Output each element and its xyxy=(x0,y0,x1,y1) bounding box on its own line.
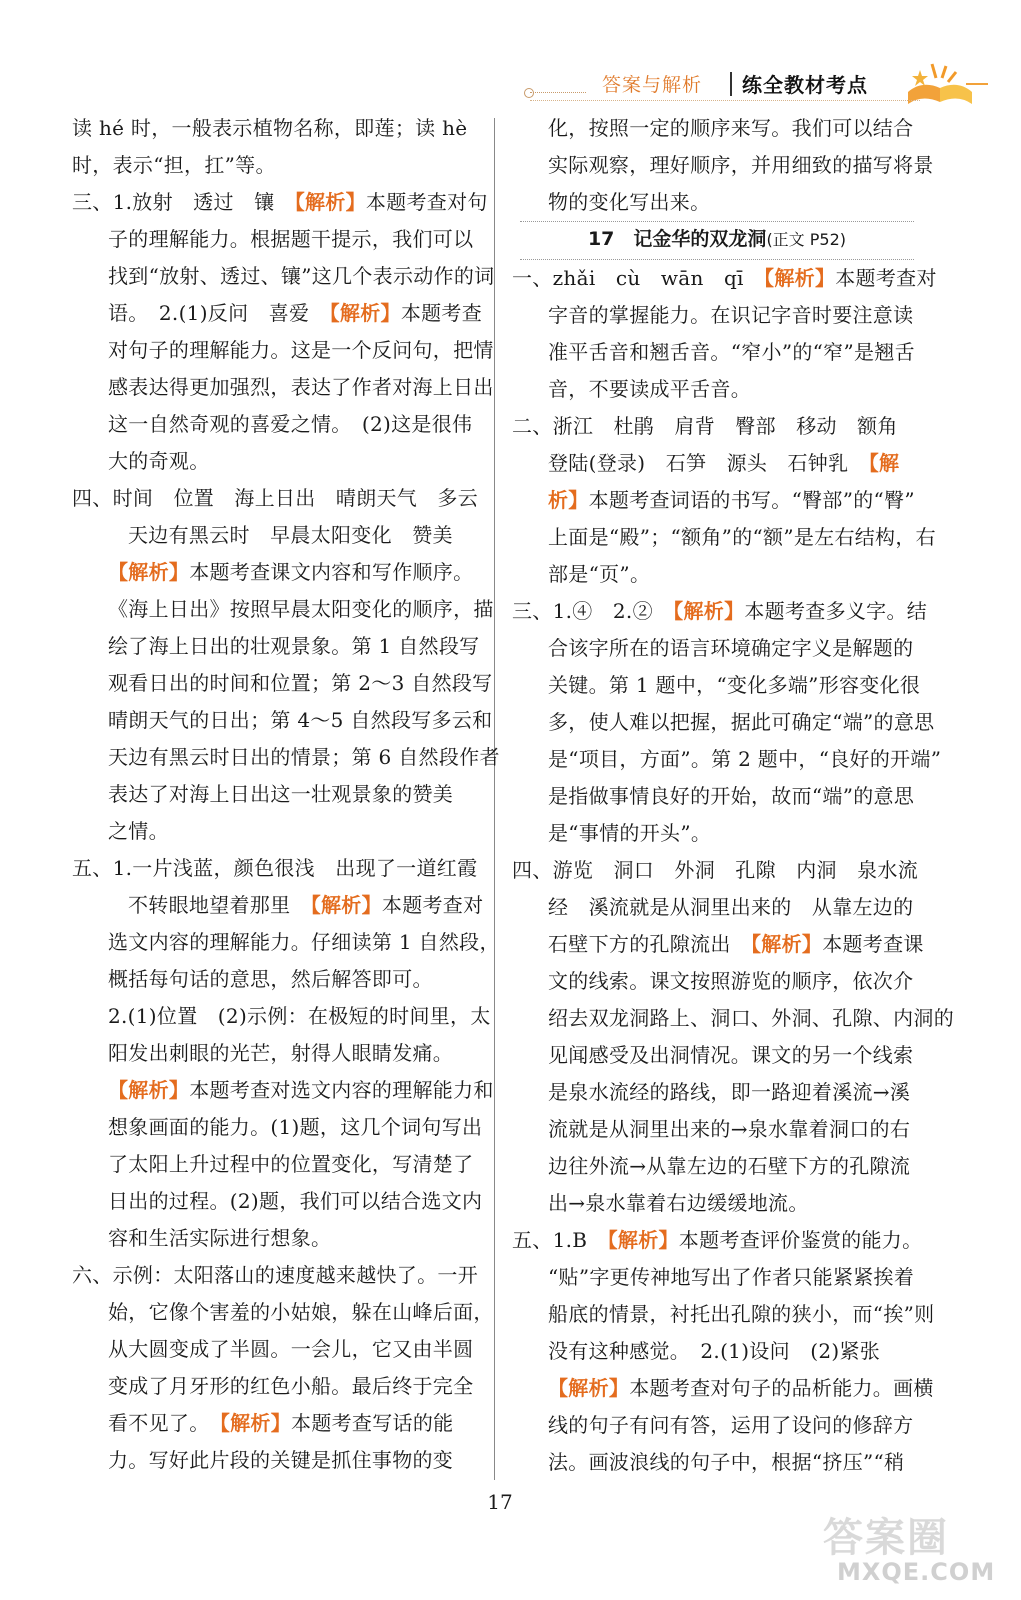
header-separator xyxy=(730,72,732,96)
line-text-rest: 本题考查对句子的品析能力。画横 xyxy=(629,1376,934,1400)
line-text: 日出的过程。(2)题，我们可以结合选文内 xyxy=(108,1189,483,1213)
text-line xyxy=(72,1109,482,1146)
text-line xyxy=(72,776,482,813)
text-line xyxy=(72,332,494,369)
text-line xyxy=(512,1444,922,1481)
page-header xyxy=(520,62,990,106)
text-line xyxy=(512,852,922,889)
line-text: 部是“页”。 xyxy=(548,562,651,586)
text-line xyxy=(72,1257,482,1294)
text-line xyxy=(512,297,922,334)
line-text: 经 溪流就是从洞里出来的 从靠左边的 xyxy=(548,895,914,919)
text-line xyxy=(72,887,482,924)
line-text: 六、示例：太阳落山的速度越来越快了。一开 xyxy=(72,1263,478,1287)
line-text-rest: 本题考查 xyxy=(400,301,483,325)
text-line xyxy=(72,924,500,961)
text-line xyxy=(512,630,922,667)
line-text: 文的线索。课文按照游览的顺序，依次介 xyxy=(548,969,914,993)
line-text: “贴”字更传神地写出了作者只能紧紧挨着 xyxy=(548,1265,915,1289)
analysis-tag: 【解 xyxy=(868,451,900,475)
line-text: 石壁下方的孔隙流出 xyxy=(548,932,751,956)
section-reference: (正文 P52) xyxy=(766,230,847,249)
text-line xyxy=(72,295,482,332)
text-line xyxy=(512,110,922,147)
text-line xyxy=(512,1185,922,1222)
text-line xyxy=(72,961,482,998)
watermark-logo xyxy=(813,1502,1003,1592)
section-number: 17 xyxy=(587,228,615,250)
line-text: 《海上日出》按照早晨太阳变化的顺序，描 xyxy=(108,597,494,621)
text-line xyxy=(512,482,922,519)
text-line xyxy=(72,406,482,443)
line-text-rest: 本题考查写话的能 xyxy=(291,1411,454,1435)
analysis-tag: 【解析】 xyxy=(108,560,190,584)
column-divider xyxy=(494,118,495,1480)
line-text: 线的句子有问有答，运用了设问的修辞方 xyxy=(548,1413,914,1437)
analysis-tag: 【解析】 xyxy=(108,1078,190,1102)
line-text: 始，它像个害羞的小姑娘，躲在山峰后面， xyxy=(108,1300,494,1324)
line-text-rest: 本题考查多义字。结 xyxy=(744,599,928,623)
line-text: 音，不要读成平舌音。 xyxy=(548,377,751,401)
line-text-rest: 本题考查课 xyxy=(822,932,924,956)
text-line xyxy=(512,1074,922,1111)
analysis-tag: 【解析】 xyxy=(607,1228,679,1252)
text-line xyxy=(512,667,922,704)
header-ornament xyxy=(530,92,586,94)
text-line xyxy=(72,813,482,850)
line-text: 对句子的理解能力。这是一个反问句，把情 xyxy=(108,338,494,362)
line-text: 登陆(登录) 石笋 源头 石钟乳 xyxy=(548,451,869,475)
line-text: 三、1.放射 透过 镶 xyxy=(72,190,295,214)
text-line xyxy=(512,1111,922,1148)
line-text-rest: 本题考查对选文内容的理解能力和 xyxy=(189,1078,494,1102)
line-text: 力。写好此片段的关键是抓住事物的变 xyxy=(108,1448,454,1472)
text-line xyxy=(512,260,937,297)
analysis-tag: 【解析】 xyxy=(310,893,382,917)
line-text: 是指做事情良好的开始，故而“端”的意思 xyxy=(548,784,915,808)
text-line xyxy=(512,147,934,184)
line-text: 没有这种感觉。 2.(1)设问 (2)紧张 xyxy=(548,1339,881,1363)
line-text: 从大圆变成了半圆。一会儿，它又由半圆 xyxy=(108,1337,474,1361)
line-text: 时，表示“担，扛”等。 xyxy=(72,153,276,177)
analysis-tag: 析】 xyxy=(548,488,589,512)
watermark-url: MXQE.COM xyxy=(837,1558,996,1586)
line-text: 实际观察，理好顺序，并用细致的描写将景 xyxy=(548,153,934,177)
text-line xyxy=(72,1183,482,1220)
line-text: 五、1.B xyxy=(512,1228,608,1252)
text-line xyxy=(512,1037,922,1074)
line-text: 船底的情景，衬托出孔隙的狭小，而“挨”则 xyxy=(548,1302,935,1326)
text-line xyxy=(512,184,922,221)
line-text: 三、1.④ 2.② xyxy=(512,599,674,623)
text-line xyxy=(72,258,495,295)
line-text: 关键。第 1 题中，“变化多端”形容变化很 xyxy=(548,673,921,697)
text-line xyxy=(72,850,482,887)
text-line xyxy=(512,741,942,778)
line-text: 大的奇观。 xyxy=(108,449,210,473)
text-line xyxy=(512,593,928,630)
line-text: 语。 2.(1)反问 喜爱 xyxy=(108,301,330,325)
line-text: 准平舌音和翘舌音。“窄小”的“窄”是翘舌 xyxy=(548,340,915,364)
analysis-tag: 【解析】 xyxy=(294,190,366,214)
text-line xyxy=(72,517,482,554)
text-line xyxy=(72,1442,482,1479)
text-line xyxy=(512,371,922,408)
line-text: 表达了对海上日出这一壮观景象的赞美 xyxy=(108,782,454,806)
line-text: 概括每句话的意思，然后解答即可。 xyxy=(108,967,433,991)
line-text: 出→泉水靠着右边缓缓地流。 xyxy=(548,1191,809,1215)
line-text: 找到“放射、透过、镶”这几个表示动作的词 xyxy=(108,264,495,288)
text-line xyxy=(512,445,922,482)
text-line xyxy=(72,591,494,628)
line-text: 晴朗天气的日出；第 4～5 自然段写多云和 xyxy=(108,708,493,732)
line-text: 化，按照一定的顺序来写。我们可以结合 xyxy=(548,116,914,140)
text-line xyxy=(72,1220,482,1257)
line-text: 五、1.一片浅蓝，颜色很浅 出现了一道红霞 xyxy=(72,856,478,880)
line-text: 字音的掌握能力。在识记字音时要注意读 xyxy=(548,303,914,327)
line-text-rest: 本题考查对句 xyxy=(365,190,488,214)
line-text: 看不见了。 xyxy=(108,1411,220,1435)
text-line xyxy=(512,889,922,926)
text-line xyxy=(512,926,922,963)
line-text: 天边有黑云时日出的情景；第 6 自然段作者 xyxy=(108,745,500,769)
text-line xyxy=(512,1148,922,1185)
text-line xyxy=(72,221,482,258)
text-line xyxy=(72,1405,482,1442)
section-title xyxy=(520,221,914,260)
page-number: 17 xyxy=(487,1490,513,1514)
analysis-tag: 【解析】 xyxy=(673,599,745,623)
text-line xyxy=(72,184,488,221)
text-line xyxy=(72,739,500,776)
line-text: 变成了月牙形的红色小船。最后终于完全 xyxy=(108,1374,474,1398)
line-text-rest: 本题考查对 xyxy=(381,893,484,917)
line-text: 是“事情的开头”。 xyxy=(548,821,712,845)
watermark-text: 答案圈 xyxy=(823,1515,949,1561)
text-line xyxy=(512,1259,922,1296)
line-text: 是“项目，方面”。第 2 题中，“良好的开端” xyxy=(548,747,942,771)
line-text-rest: 本题考查课文内容和写作顺序。 xyxy=(189,560,474,584)
line-text: 之情。 xyxy=(108,819,169,843)
analysis-tag: 【解析】 xyxy=(751,932,823,956)
line-text: 边往外流→从靠左边的石壁下方的孔隙流 xyxy=(548,1154,911,1178)
line-text: 读 hé 时，一般表示植物名称，即莲；读 hè xyxy=(72,116,468,140)
line-text: 物的变化写出来。 xyxy=(548,190,711,214)
text-line xyxy=(512,704,935,741)
line-text: 观看日出的时间和位置；第 2～3 自然段写 xyxy=(108,671,493,695)
text-line xyxy=(512,1333,922,1370)
line-text: 感表达得更加强烈，表达了作者对海上日出 xyxy=(108,375,494,399)
text-line xyxy=(72,1072,494,1109)
text-line xyxy=(72,998,491,1035)
line-text: 这一自然奇观的喜爱之情。 (2)这是很伟 xyxy=(108,412,473,436)
text-line xyxy=(512,556,922,593)
line-text: 多，使人难以把握，据此可确定“端”的意思 xyxy=(548,710,935,734)
text-line xyxy=(72,665,493,702)
text-line xyxy=(72,147,482,184)
line-text-rest: 本题考查词语的书写。“臀部”的“臀” xyxy=(588,488,915,512)
analysis-tag: 【解析】 xyxy=(329,301,401,325)
analysis-tag: 【解析】 xyxy=(764,266,836,290)
right-column xyxy=(512,110,954,1481)
text-line xyxy=(512,1407,922,1444)
text-line xyxy=(72,1146,482,1183)
line-text: 不转眼地望着那里 xyxy=(128,893,311,917)
line-text: 一、zhǎi cù wān qī xyxy=(512,266,765,290)
line-text: 天边有黑云时 早晨太阳变化 赞美 xyxy=(128,523,453,547)
text-line xyxy=(72,554,482,591)
text-line xyxy=(72,369,494,406)
line-text: 见闻感受及出洞情况。课文的另一个线索 xyxy=(548,1043,914,1067)
text-line xyxy=(72,702,493,739)
line-text: 合该字所在的语言环境确定字义是解题的 xyxy=(548,636,914,660)
line-text: 上面是“殿”；“额角”的“额”是左右结构，右 xyxy=(548,525,936,549)
text-line xyxy=(72,628,482,665)
text-line xyxy=(72,443,482,480)
left-column xyxy=(72,110,500,1479)
text-line xyxy=(512,519,936,556)
header-subtitle: 答案与解析 xyxy=(602,74,703,96)
text-line xyxy=(512,334,922,371)
line-text: 选文内容的理解能力。仔细读第 1 自然段， xyxy=(108,930,500,954)
line-text: 是泉水流经的路线，即一路迎着溪流→溪 xyxy=(548,1080,911,1104)
line-text: 绘了海上日出的壮观景象。第 1 自然段写 xyxy=(108,634,480,658)
header-title: 练全教材考点 xyxy=(742,73,868,97)
text-line xyxy=(512,1296,935,1333)
text-line xyxy=(512,1222,922,1259)
text-line xyxy=(72,1331,482,1368)
text-line xyxy=(72,1294,494,1331)
text-line xyxy=(72,110,482,147)
line-text: 法。画波浪线的句子中，根据“挤压”“稍 xyxy=(548,1450,905,1474)
line-text: 想象画面的能力。(1)题，这几个词句写出 xyxy=(108,1115,483,1139)
line-text: 四、游览 洞口 外洞 孔隙 内洞 泉水流 xyxy=(512,858,918,882)
text-line xyxy=(512,408,922,445)
text-line xyxy=(72,1368,482,1405)
line-text: 2.(1)位置 (2)示例：在极短的时间里，太 xyxy=(108,1004,491,1028)
line-text: 子的理解能力。根据题干提示，我们可以 xyxy=(108,227,474,251)
analysis-tag: 【解析】 xyxy=(548,1376,630,1400)
text-line xyxy=(512,778,922,815)
header-dotted-line xyxy=(530,100,920,102)
line-text: 阳发出刺眼的光芒，射得人眼睛发痛。 xyxy=(108,1041,454,1065)
text-line xyxy=(72,480,482,517)
line-text: 绍去双龙洞路上、洞口、外洞、孔隙、内洞的 xyxy=(548,1006,954,1030)
section-name: 记金华的双龙洞 xyxy=(633,228,767,250)
line-text: 四、时间 位置 海上日出 晴朗天气 多云 xyxy=(72,486,478,510)
line-text: 了太阳上升过程中的位置变化，写清楚了 xyxy=(108,1152,474,1176)
text-line xyxy=(512,1000,954,1037)
line-text: 容和生活实际进行想象。 xyxy=(108,1226,332,1250)
line-text-rest: 本题考查对 xyxy=(835,266,937,290)
line-text: 流就是从洞里出来的→泉水靠着洞口的右 xyxy=(548,1117,911,1141)
line-text: 二、浙江 杜鹃 肩背 臀部 移动 额角 xyxy=(512,414,898,438)
text-line xyxy=(72,1035,482,1072)
line-text-rest: 本题考查评价鉴赏的能力。 xyxy=(678,1228,923,1252)
analysis-tag: 【解析】 xyxy=(219,1411,292,1435)
text-line xyxy=(512,963,922,1000)
text-line xyxy=(512,815,922,852)
text-line xyxy=(512,1370,934,1407)
